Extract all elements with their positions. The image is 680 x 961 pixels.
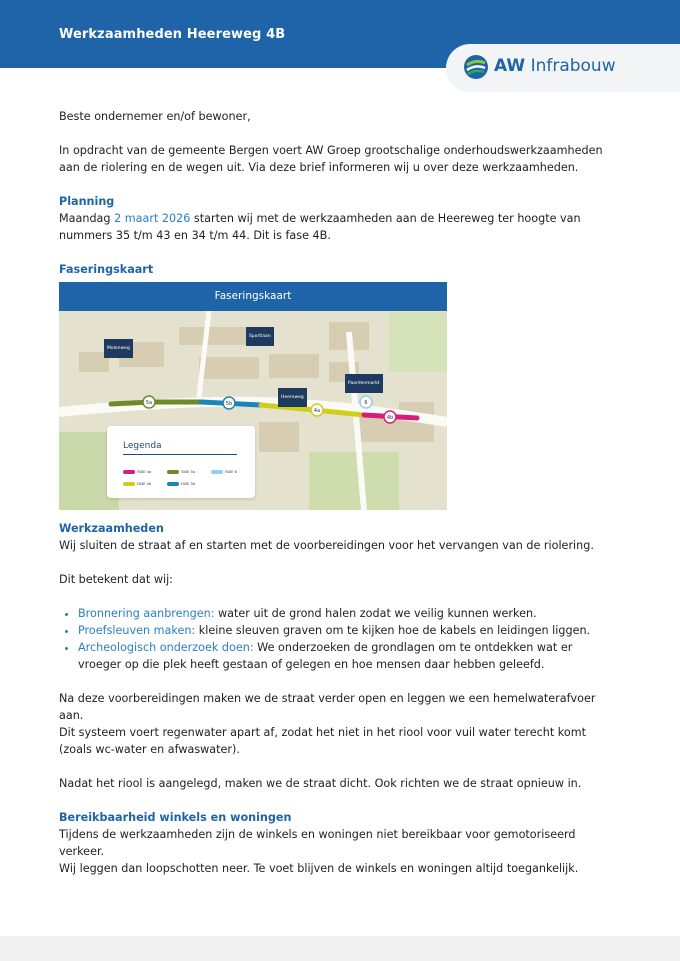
map-title-bar: Faseringskaart xyxy=(59,282,447,311)
phase-label-4a: 4a xyxy=(313,408,321,414)
logo-bold: AW xyxy=(494,56,526,76)
phase-label-6: 6 xyxy=(364,400,368,406)
phase-label-5a: 5a xyxy=(145,400,153,406)
phasing-map xyxy=(59,282,447,510)
legend-item: FASE 6 xyxy=(211,464,237,481)
werk-p1: Na deze voorbereidingen maken we de straat verder open en leggen we een hemelwaterafvoer aan. xyxy=(59,692,596,722)
legend-item: FASE 4a xyxy=(123,464,151,481)
map-legend xyxy=(107,426,255,498)
bereik-p1: Tijdens de werkzaamheden zijn de winkels en woningen niet bereikbaar voor gemotoriseerd verkeer. xyxy=(59,828,576,858)
werk-p3: Nadat het riool is aangelegd, maken we de straat dicht. Ook richten we de straat opnieuw in. xyxy=(59,777,582,790)
page-footer xyxy=(0,936,680,961)
werk-heading: Werkzaamheden xyxy=(59,522,164,535)
list-item: • Bronnering aanbrengen: water uit de grond halen zodat we veilig kunnen werken. xyxy=(78,605,619,622)
planning-heading: Planning xyxy=(59,195,115,208)
salutation: Beste ondernemer en/of bewoner, xyxy=(59,110,251,123)
legend-title: Legenda xyxy=(123,441,162,451)
logo-text: Infrabouw xyxy=(530,56,616,76)
page-title: Werkzaamheden Heereweg 4B xyxy=(59,27,286,42)
list-item: • Archeologisch onderzoek doen: We onderzoeken de grondlagen om te ontdekken wat er vroeger op die plek heeft gestaan of gelegen en hoe mensen daar hebben geleefd. xyxy=(78,639,619,673)
planning-paragraph: Maandag 2 maart 2026 starten wij met de werkzaamheden aan de Heereweg ter hoogte van nummers 35 t/m 43 en 34 t/m 44. Dit is fase 4B. xyxy=(59,212,581,242)
bereik-heading: Bereikbaarheid winkels en woningen xyxy=(59,811,292,824)
werk-intro: Dit betekent dat wij: xyxy=(59,573,173,586)
werk-paragraph: Wij sluiten de straat af en starten met de voorbereidingen voor het vervangen van de riolering. xyxy=(59,539,594,552)
werk-p2: Dit systeem voert regenwater apart af, zodat het niet in het riool voor vuil water terecht komt (zoals wc-water en afwaswater). xyxy=(59,726,587,756)
street-tag-heereweg: Heereweg xyxy=(278,388,307,407)
list-item: • Proefsleuven maken: kleine sleuven graven om te kijken hoe de kabels en leidingen liggen. xyxy=(78,622,619,639)
phase-label-4b: 4b xyxy=(386,415,394,421)
map-heading: Faseringskaart xyxy=(59,263,154,276)
werk-list xyxy=(59,605,619,673)
intro-paragraph: In opdracht van de gemeente Bergen voert AW Groep grootschalige onderhoudswerkzaamheden aan de riolering en de wegen uit. Via deze brief informeren wij u over deze werkzaamheden. xyxy=(59,144,603,174)
street-tag-sportlaan: Sportlaan xyxy=(246,327,274,346)
bereik-p2: Wij leggen dan loopschotten neer. Te voet blijven de winkels en woningen altijd toegankelijk. xyxy=(59,862,579,875)
logo-mark-icon xyxy=(464,55,488,79)
planning-date: 2 maart 2026 xyxy=(114,212,191,225)
legend-item: FASE 5a xyxy=(167,464,195,481)
letter-body xyxy=(59,108,619,877)
street-tag-molenweg: Molenweg xyxy=(104,339,133,358)
phase-label-5b: 5b xyxy=(225,401,233,407)
legend-item: FASE 4b xyxy=(123,476,151,493)
legend-item: FASE 5b xyxy=(167,476,195,493)
street-tag-paardenmarkt: Paardenmarkt xyxy=(345,374,383,393)
company-logo xyxy=(446,44,680,92)
